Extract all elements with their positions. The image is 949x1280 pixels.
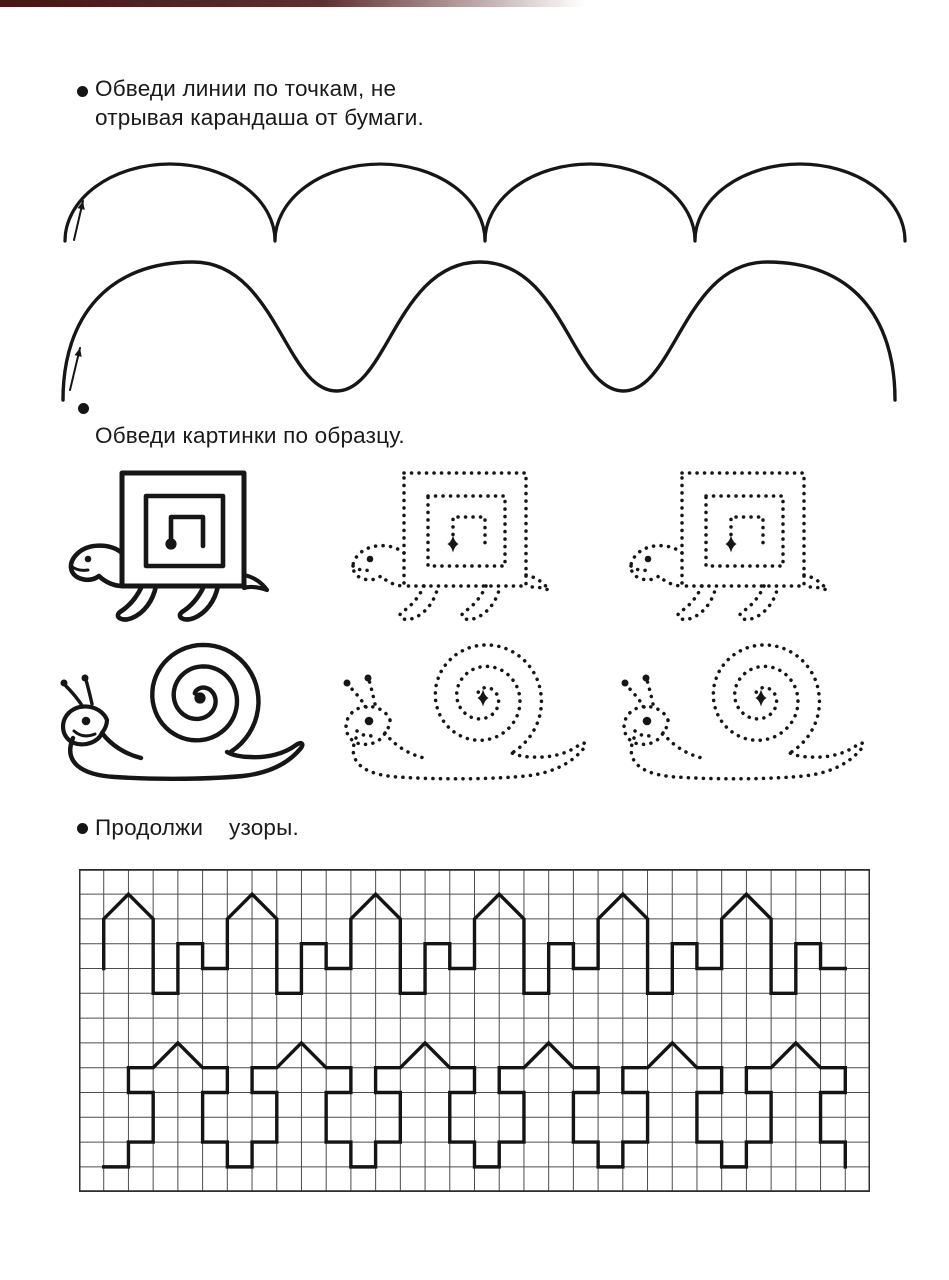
- figure-turtle-dotted: [344, 458, 594, 630]
- bullet-marker-task2: [78, 403, 89, 414]
- pattern-grid: [79, 869, 870, 1192]
- figure-snail-dotted: [616, 628, 866, 800]
- figure-snail-solid: [55, 628, 305, 800]
- scan-edge-artifact: [0, 0, 585, 7]
- bullet-marker-task1: [77, 86, 88, 97]
- figure-snail-dotted: [338, 628, 588, 800]
- arc-trace-line: [50, 148, 920, 250]
- figure-turtle-solid: [62, 458, 312, 630]
- instruction-task2: Обведи картинки по образцу.: [95, 423, 405, 448]
- figure-turtle-dotted: [622, 458, 872, 630]
- wave-trace-line: [50, 250, 920, 402]
- bullet-marker-task3: [77, 823, 88, 834]
- instruction-task3: Продолжи узоры.: [95, 815, 299, 840]
- instruction-task1-line2: отрывая карандаша от бумаги.: [95, 105, 424, 130]
- instruction-task1: [95, 74, 424, 132]
- instruction-task1-line1: Обведи линии по точкам, не: [95, 76, 397, 101]
